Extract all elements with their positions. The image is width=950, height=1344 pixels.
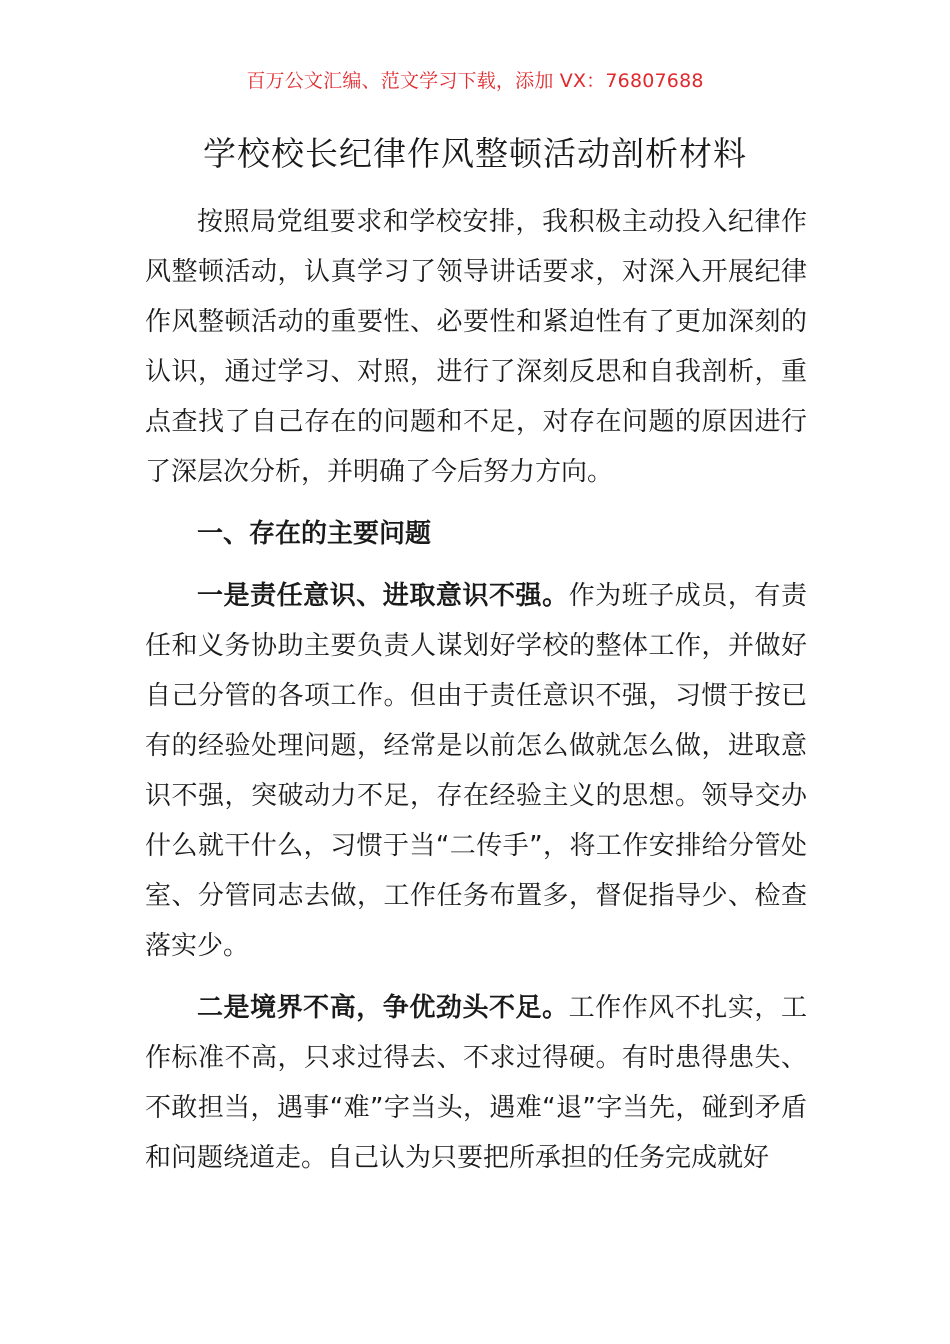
problem-text: 作为班子成员，有责任和义务协助主要负责人谋划好学校的整体工作，并做好自己分管的各项工作。但由于责任意识不强，习惯于按已有的经验处理问题，经常是以前怎么做就怎么做，进取意识不强，突破动力不足，存在经验主义的思想。领导交办什么就干什么，习惯于当“二传手”，将工作安排给分管处室、分管同志去做，工作任务布置多，督促指导少、检查落实少。	[145, 581, 807, 961]
document-body	[145, 197, 807, 1183]
problem-lead: 二是境界不高，争优劲头不足。	[197, 993, 569, 1023]
document-title: 学校校长纪律作风整顿活动剖析材料	[203, 134, 747, 173]
intro-paragraph: 按照局党组要求和学校安排，我积极主动投入纪律作风整顿活动，认真学习了领导讲话要求，对深入开展纪律作风整顿活动的重要性、必要性和紧迫性有了更加深刻的认识，通过学习、对照，进行了深刻反思和自我剖析，重点查找了自己存在的问题和不足，对存在问题的原因进行了深层次分析，并明确了今后努力方向。	[145, 207, 807, 487]
problem-paragraph	[145, 571, 807, 971]
section-heading: 一、存在的主要问题	[197, 519, 432, 549]
problem-text: 工作作风不扎实，工作标准不高，只求过得去、不求过得硬。有时患得患失、不敢担当，遇事“难”字当头，遇难“退”字当先，碰到矛盾和问题绕道走。自己认为只要把所承担的任务完成就好	[145, 993, 807, 1173]
header-watermark-note: 百万公文汇编、范文学习下载，添加 VX：76807688	[246, 70, 704, 92]
problem-paragraph	[145, 983, 807, 1183]
problem-lead: 一是责任意识、进取意识不强。	[197, 581, 569, 611]
